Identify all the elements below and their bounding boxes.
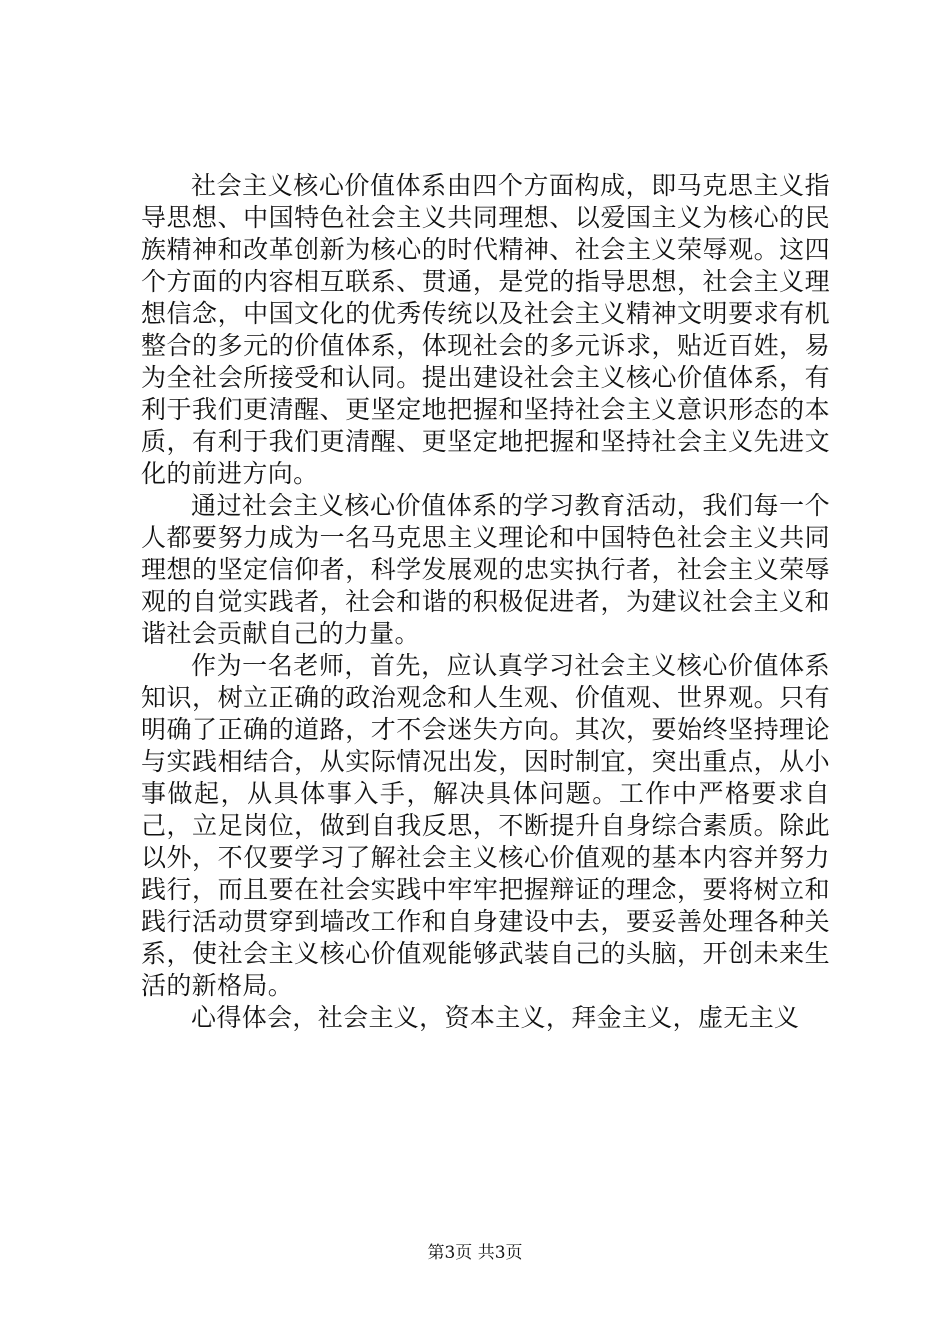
paragraph-teacher-role: 作为一名老师，首先，应认真学习社会主义核心价值体系知识，树立正确的政治观念和人生观、价值观、世界观。只有明确了正确的道路，才不会迷失方向。其次，要始终坚持理论与实践相结合，从实际情况出发，因时制宜，突出重点，从小事做起，从具体事入手，解决具体问题。工作中严格要求自己，立足岗位，做到自我反思，不断提升自身综合素质。除此以外，不仅要学习了解社会主义核心价值观的基本内容并努力践行，而且要在社会实践中牢牢把握辩证的理念，要将树立和践行活动贯穿到墙改工作和自身建设中去，要妥善处理各种关系，使社会主义核心价值观能够武装自己的头脑，开创未来生活的新格局。 [141,651,830,1000]
paragraph-study-activity: 通过社会主义核心价值体系的学习教育活动，我们每一个人都要努力成为一名马克思主义理论和中国特色社会主义共同理想的坚定信仰者，科学发展观的忠实执行者，社会主义荣辱观的自觉实践者，社会和谐的积极促进者，为建议社会主义和谐社会贡献自己的力量。 [141,491,830,648]
paragraph-keywords: 心得体会，社会主义，资本主义，拜金主义，虚无主义 [191,1003,800,1032]
paragraph-core-values: 社会主义核心价值体系由四个方面构成，即马克思主义指导思想、中国特色社会主义共同理想、以爱国主义为核心的民族精神和改革创新为核心的时代精神、社会主义荣辱观。这四个方面的内容相互联系、贯通，是党的指导思想，社会主义理想信念，中国文化的优秀传统以及社会主义精神文明要求有机整合的多元的价值体系，体现社会的多元诉求，贴近百姓，易为全社会所接受和认同。提出建设社会主义核心价值体系，有利于我们更清醒、更坚定地把握和坚持社会主义意识形态的本质，有利于我们更清醒、更坚定地把握和坚持社会主义先进文化的前进方向。 [141,171,830,488]
page-footer: 第3页 共3页 [427,1243,523,1263]
document-body [141,170,830,1034]
